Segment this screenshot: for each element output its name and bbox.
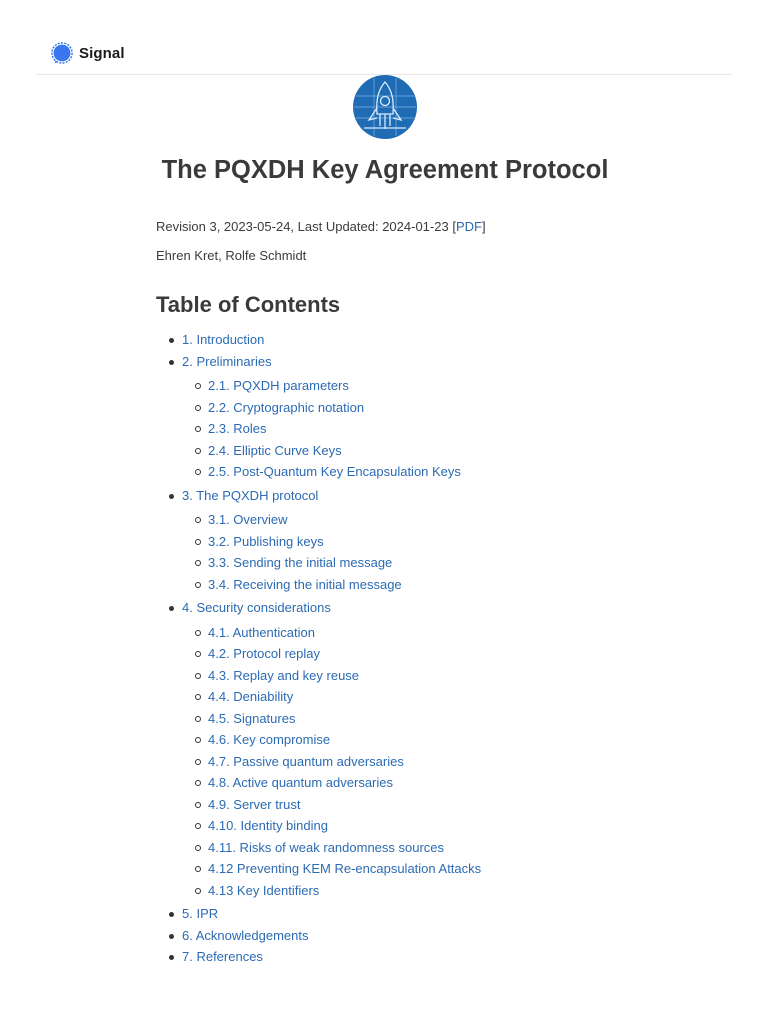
toc-link[interactable]: 4. Security considerations bbox=[182, 600, 331, 615]
toc-subitem bbox=[182, 440, 636, 462]
toc-subitem bbox=[182, 397, 636, 419]
toc-link[interactable]: 1. Introduction bbox=[182, 332, 265, 347]
pdf-bracket-open: [ bbox=[452, 219, 456, 234]
authors: Ehren Kret, Rolfe Schmidt bbox=[156, 248, 307, 263]
toc-subitem bbox=[182, 751, 636, 773]
toc-link[interactable]: 5. IPR bbox=[182, 906, 219, 921]
toc-item bbox=[156, 329, 636, 351]
toc-item bbox=[156, 903, 636, 925]
toc-sublink[interactable]: 4.6. Key compromise bbox=[208, 732, 331, 747]
toc-sublink[interactable]: 4.5. Signatures bbox=[208, 710, 296, 726]
toc-subitem bbox=[182, 643, 636, 665]
toc-sublink[interactable]: 2.1. PQXDH parameters bbox=[208, 378, 349, 393]
toc-sublink[interactable]: 4.4. Deniability bbox=[208, 689, 294, 704]
toc-subitem bbox=[182, 418, 636, 440]
toc-subitem bbox=[182, 375, 636, 397]
toc-list bbox=[156, 329, 636, 968]
toc-subitem bbox=[182, 531, 636, 553]
toc-subitem bbox=[182, 622, 636, 644]
toc-sublink[interactable]: 3.4. Receiving the initial message bbox=[208, 576, 402, 592]
brand-name: Signal bbox=[79, 44, 125, 62]
toc-sublink[interactable]: 4.12 Preventing KEM Re-encapsulation Attacks bbox=[208, 861, 482, 876]
toc-sublink[interactable]: 3.1. Overview bbox=[208, 512, 288, 527]
signal-logo-icon bbox=[51, 42, 73, 64]
toc-link[interactable]: 3. The PQXDH protocol bbox=[182, 487, 319, 503]
top-navbar bbox=[36, 36, 732, 75]
toc-subitem bbox=[182, 772, 636, 794]
toc-sublink[interactable]: 4.9. Server trust bbox=[208, 796, 301, 812]
toc-subitem bbox=[182, 509, 636, 531]
toc-subitem bbox=[182, 574, 636, 596]
toc-sublink[interactable]: 3.2. Publishing keys bbox=[208, 533, 324, 549]
toc-item bbox=[156, 925, 636, 947]
toc-sublink[interactable]: 4.2. Protocol replay bbox=[208, 646, 321, 661]
toc-sublink[interactable]: 3.3. Sending the initial message bbox=[208, 555, 393, 570]
toc-sublink[interactable]: 2.5. Post-Quantum Key Encapsulation Keys bbox=[208, 464, 461, 479]
toc-sublink[interactable]: 4.8. Active quantum adversaries bbox=[208, 775, 393, 790]
toc-sublist bbox=[182, 619, 636, 904]
toc-link[interactable]: 7. References bbox=[182, 949, 263, 964]
toc-sublink[interactable]: 4.13 Key Identifiers bbox=[208, 882, 320, 898]
toc-sublink[interactable]: 4.11. Risks of weak randomness sources bbox=[208, 839, 445, 855]
toc-subitem bbox=[182, 729, 636, 751]
toc-subitem bbox=[182, 686, 636, 708]
page-title: The PQXDH Key Agreement Protocol bbox=[161, 156, 609, 184]
toc-subitem bbox=[182, 858, 636, 880]
toc-heading: Table of Contents bbox=[156, 292, 341, 317]
revision-line bbox=[156, 219, 486, 234]
toc-subitem bbox=[182, 461, 636, 483]
toc-item bbox=[156, 597, 636, 903]
toc-link[interactable]: 2. Preliminaries bbox=[182, 353, 272, 369]
toc-sublist bbox=[182, 372, 636, 485]
toc-sublink[interactable]: 2.4. Elliptic Curve Keys bbox=[208, 442, 342, 458]
toc-subitem bbox=[182, 794, 636, 816]
revision-text: Revision 3, 2023-05-24, Last Updated: 2024-01-23 bbox=[156, 219, 449, 234]
pdf-bracket-close: ] bbox=[481, 219, 486, 234]
rocket-badge-icon bbox=[352, 74, 418, 140]
toc-subitem bbox=[182, 552, 636, 574]
toc-sublink[interactable]: 4.3. Replay and key reuse bbox=[208, 667, 360, 683]
toc-subitem bbox=[182, 837, 636, 859]
toc-subitem bbox=[182, 815, 636, 837]
toc-subitem bbox=[182, 708, 636, 730]
pdf-link[interactable]: PDF bbox=[455, 219, 482, 234]
table-of-contents bbox=[156, 329, 636, 968]
toc-sublist bbox=[182, 506, 636, 597]
toc-item bbox=[156, 351, 636, 485]
signal-home-link[interactable] bbox=[51, 42, 125, 64]
toc-sublink[interactable]: 4.1. Authentication bbox=[208, 624, 315, 640]
toc-sublink[interactable]: 2.3. Roles bbox=[208, 421, 267, 436]
toc-sublink[interactable]: 4.10. Identity binding bbox=[208, 818, 328, 833]
toc-item bbox=[156, 485, 636, 598]
toc-subitem bbox=[182, 880, 636, 902]
toc-sublink[interactable]: 2.2. Cryptographic notation bbox=[208, 399, 365, 415]
toc-sublink[interactable]: 4.7. Passive quantum adversaries bbox=[208, 753, 404, 769]
toc-link[interactable]: 6. Acknowledgements bbox=[182, 927, 309, 943]
toc-subitem bbox=[182, 665, 636, 687]
toc-item bbox=[156, 946, 636, 968]
